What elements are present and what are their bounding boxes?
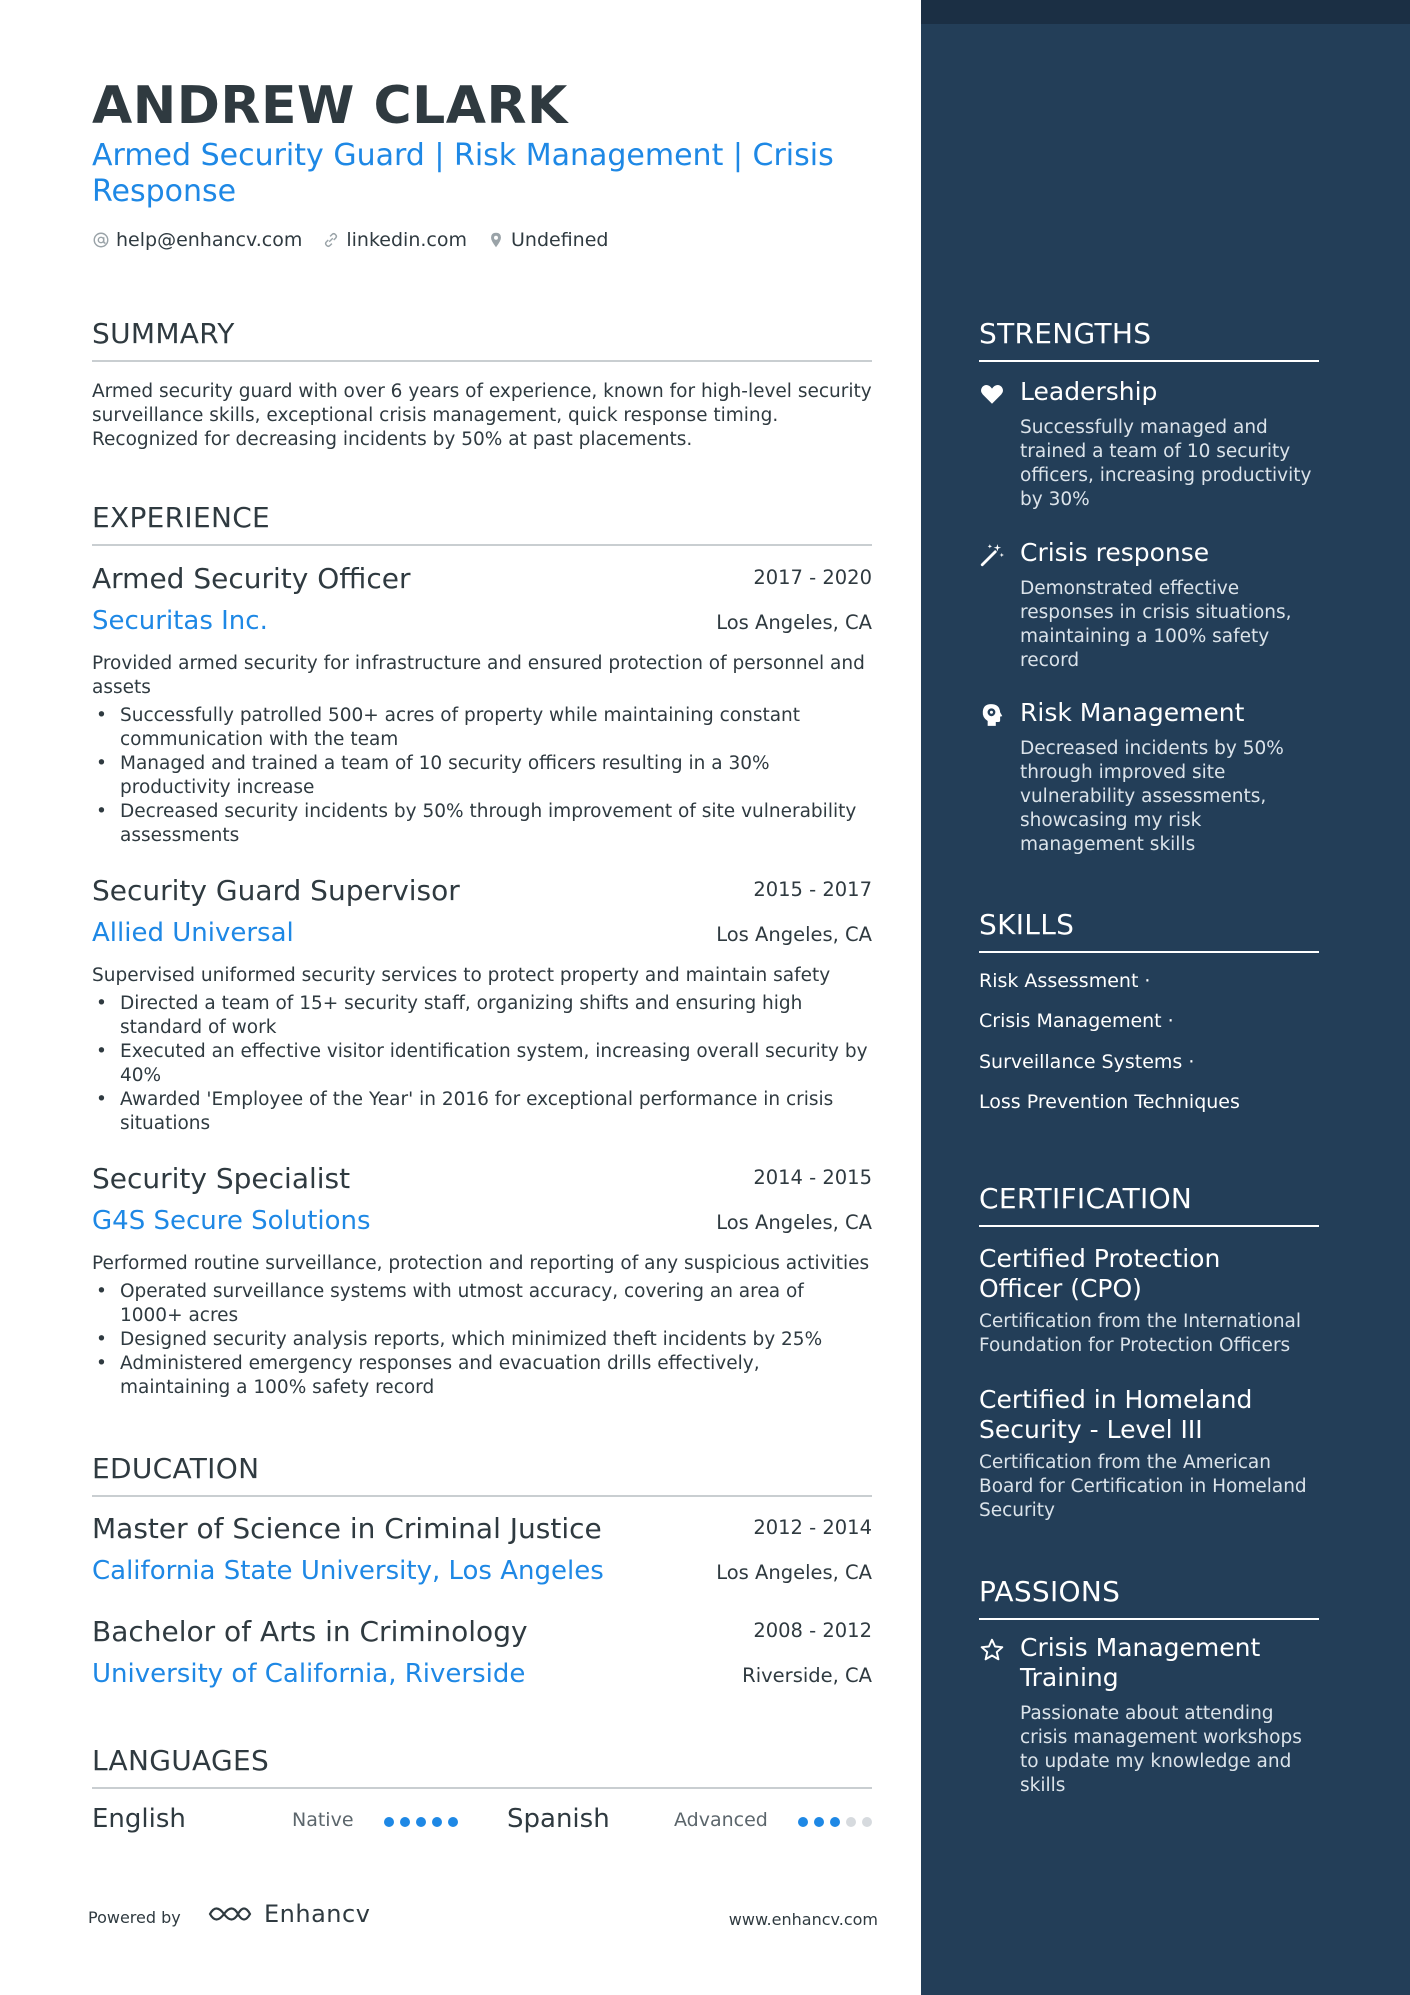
location-pin-icon <box>487 231 505 249</box>
language-level: Advanced <box>674 1809 768 1831</box>
job-dates: 2017 - 2020 <box>753 566 872 589</box>
job-dates: 2014 - 2015 <box>753 1166 872 1189</box>
education-dates: 2012 - 2014 <box>753 1516 872 1539</box>
rating-dot-filled <box>448 1817 458 1827</box>
section-title-education: EDUCATION <box>92 1452 872 1497</box>
section-title-summary: SUMMARY <box>92 317 872 362</box>
head-brain-icon <box>979 702 1005 728</box>
passion-text: Passionate about attending crisis management workshops to update my knowledge and skills <box>1020 1703 1302 1796</box>
contact-bar <box>92 229 608 251</box>
certification-title: Certified in Homeland Security - Level III <box>979 1385 1253 1444</box>
passion-title: Crisis Management Training <box>1020 1633 1261 1692</box>
rating-dot-empty <box>862 1817 872 1827</box>
list-item: • Directed a team of 15+ security staff, organizing shifts and ensuring high standard of work <box>92 992 872 1040</box>
email-text: help@enhancv.com <box>116 229 303 251</box>
job-description: Performed routine surveillance, protection and reporting of any suspicious activities <box>92 1253 870 1274</box>
section-title-languages: LANGUAGES <box>92 1744 872 1789</box>
education-location: Los Angeles, CA <box>716 1561 872 1584</box>
magic-wand-icon <box>979 542 1005 568</box>
job-dates: 2015 - 2017 <box>753 878 872 901</box>
brand-name: Enhancv <box>264 1900 371 1928</box>
strength-text: Decreased incidents by 50% through improved site vulnerability assessments, showcasing my risk management skills <box>1020 738 1284 855</box>
headline: Armed Security Guard | Risk Management | Crisis Response <box>92 138 834 209</box>
list-item: • Administered emergency responses and evacuation drills effectively, maintaining a 100% safety record <box>92 1352 872 1400</box>
list-item: • Successfully patrolled 500+ acres of property while maintaining constant communication with the team <box>92 704 872 752</box>
job-company: G4S Secure Solutions <box>92 1206 371 1236</box>
job-title: Security Guard Supervisor <box>92 874 460 907</box>
language-level: Native <box>292 1809 354 1831</box>
rating-dot-filled <box>798 1817 808 1827</box>
star-icon <box>979 1637 1005 1663</box>
rating-dot-filled <box>432 1817 442 1827</box>
education-school: California State University, Los Angeles <box>92 1556 604 1586</box>
skill-item: Risk Assessment · <box>979 970 1151 992</box>
at-icon <box>92 231 110 249</box>
certification-title: Certified Protection Officer (CPO) <box>979 1244 1221 1303</box>
section-title-certification: CERTIFICATION <box>979 1182 1319 1227</box>
section-title-skills: SKILLS <box>979 908 1319 953</box>
job-bullets <box>92 704 872 848</box>
summary-text: Armed security guard with over 6 years of experience, known for high-level security surveillance skills, exceptional crisis management, quick response timing. Recognized for decreasing incidents by 50% at past placements. <box>92 381 872 450</box>
job-title: Armed Security Officer <box>92 562 411 595</box>
rating-dot-empty <box>846 1817 856 1827</box>
job-description: Provided armed security for infrastructure and ensured protection of personnel and assets <box>92 653 865 698</box>
skill-item: Loss Prevention Techniques <box>979 1091 1240 1113</box>
section-title-passions: PASSIONS <box>979 1575 1319 1620</box>
language-rating <box>798 1817 872 1827</box>
job-bullets <box>92 1280 872 1400</box>
certification-text: Certification from the International Foundation for Protection Officers <box>979 1311 1302 1356</box>
rating-dot-filled <box>830 1817 840 1827</box>
job-company: Allied Universal <box>92 918 294 948</box>
job-description: Supervised uniformed security services to protect property and maintain safety <box>92 965 831 986</box>
language-name: Spanish <box>507 1804 610 1834</box>
rating-dot-filled <box>416 1817 426 1827</box>
candidate-name: ANDREW CLARK <box>92 76 568 136</box>
list-item: • Operated surveillance systems with utmost accuracy, covering an area of 1000+ acres <box>92 1280 872 1328</box>
sidebar-top-band <box>921 0 1410 24</box>
skill-item: Crisis Management · <box>979 1010 1174 1032</box>
skill-item: Surveillance Systems · <box>979 1051 1195 1073</box>
education-degree: Master of Science in Criminal Justice <box>92 1512 602 1545</box>
location-text: Undefined <box>511 229 609 251</box>
strength-text: Successfully managed and trained a team of 10 security officers, increasing productivity by 30% <box>1020 417 1312 510</box>
powered-by-text: Powered by <box>88 1908 181 1927</box>
sidebar <box>921 0 1410 1995</box>
strength-text: Demonstrated effective responses in crisis situations, maintaining a 100% safety record <box>1020 578 1292 671</box>
strength-title: Crisis response <box>1020 538 1210 567</box>
education-school: University of California, Riverside <box>92 1659 526 1689</box>
rating-dot-filled <box>384 1817 394 1827</box>
languages-row <box>92 1804 872 1844</box>
website-link[interactable]: www.enhancv.com <box>728 1910 878 1929</box>
strength-title: Risk Management <box>1020 698 1245 727</box>
education-dates: 2008 - 2012 <box>753 1619 872 1642</box>
list-item: • Awarded 'Employee of the Year' in 2016 for exceptional performance in crisis situations <box>92 1088 872 1136</box>
contact-location <box>487 229 608 251</box>
job-company: Securitas Inc. <box>92 606 268 636</box>
job-title: Security Specialist <box>92 1162 351 1195</box>
list-item: • Designed security analysis reports, which minimized theft incidents by 25% <box>92 1328 872 1352</box>
strength-title: Leadership <box>1020 377 1158 406</box>
education-degree: Bachelor of Arts in Criminology <box>92 1615 528 1648</box>
enhancv-logo-icon <box>206 1901 254 1927</box>
link-icon <box>322 231 340 249</box>
job-location: Los Angeles, CA <box>716 1211 872 1234</box>
list-item: • Managed and trained a team of 10 security officers resulting in a 30% productivity increase <box>92 752 872 800</box>
education-location: Riverside, CA <box>742 1664 872 1687</box>
section-title-experience: EXPERIENCE <box>92 501 872 546</box>
list-item: • Executed an effective visitor identification system, increasing overall security by 40% <box>92 1040 872 1088</box>
list-item: • Decreased security incidents by 50% through improvement of site vulnerability assessments <box>92 800 872 848</box>
linkedin-text: linkedin.com <box>346 229 467 251</box>
brand-logo[interactable] <box>206 1900 370 1928</box>
job-location: Los Angeles, CA <box>716 923 872 946</box>
job-location: Los Angeles, CA <box>716 611 872 634</box>
certification-text: Certification from the American Board for Certification in Homeland Security <box>979 1452 1307 1521</box>
rating-dot-filled <box>814 1817 824 1827</box>
contact-linkedin[interactable] <box>322 229 467 251</box>
job-bullets <box>92 992 872 1136</box>
heart-icon <box>979 381 1005 407</box>
rating-dot-filled <box>400 1817 410 1827</box>
language-name: English <box>92 1804 186 1834</box>
contact-email[interactable] <box>92 229 302 251</box>
language-rating <box>384 1817 458 1827</box>
footer <box>88 1900 878 1940</box>
section-title-strengths: STRENGTHS <box>979 317 1319 362</box>
